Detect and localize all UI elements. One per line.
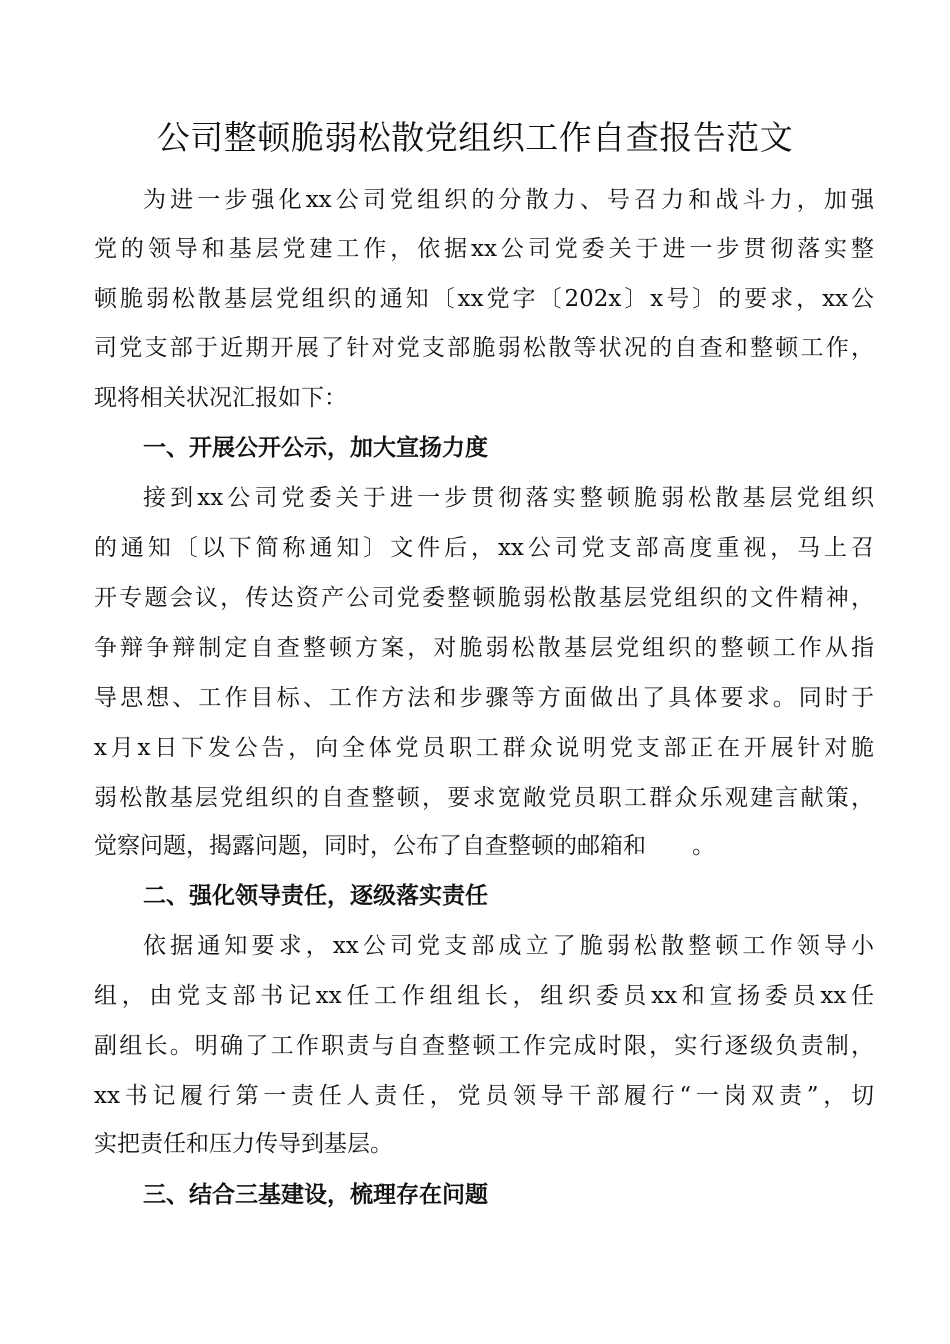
section-2-line-2: 组，由党支部书记xx任工作组组长，组织委员xx和宣扬委员xx任 — [94, 983, 874, 1009]
section-2-line-3: 副组长。明确了工作职责与自查整顿工作完成时限，实行逐级负责制， — [94, 1033, 874, 1059]
section-3-heading: 三、结合三基建设，梳理存在问题 — [143, 1182, 488, 1208]
section-1-heading: 一、开展公开公示，加大宣扬力度 — [143, 435, 488, 461]
section-1-line-2: 的通知〔以下简称通知〕文件后，xx公司党支部高度重视，马上召 — [94, 535, 874, 561]
intro-line-5: 现将相关状况汇报如下： — [94, 385, 347, 411]
section-1-line-3: 开专题会议，传达资产公司党委整顿脆弱松散基层党组织的文件精神， — [94, 585, 874, 611]
section-2-line-1: 依据通知要求，xx公司党支部成立了脆弱松散整顿工作领导小 — [143, 933, 874, 959]
section-1-line-1: 接到xx公司党委关于进一步贯彻落实整顿脆弱松散基层党组织 — [143, 485, 874, 511]
section-2-heading: 二、强化领导责任，逐级落实责任 — [143, 883, 488, 909]
section-1-line-6: x月x日下发公告，向全体党员职工群众说明党支部正在开展针对脆 — [94, 735, 874, 761]
section-1-line-4: 争辩争辩制定自查整顿方案，对脆弱松散基层党组织的整顿工作从指 — [94, 635, 874, 661]
intro-line-2: 党的领导和基层党建工作，依据xx公司党委关于进一步贯彻落实整 — [94, 236, 874, 262]
section-2-line-5: 实把责任和压力传导到基层。 — [94, 1131, 393, 1157]
document-title: 公司整顿脆弱松散党组织工作自查报告范文 — [156, 118, 794, 157]
section-1-line-7: 弱松散基层党组织的自查整顿，要求宽敞党员职工群众乐观建言献策， — [94, 785, 874, 811]
intro-line-4: 司党支部于近期开展了针对党支部脆弱松散等状况的自查和整顿工作， — [94, 335, 874, 361]
section-2-line-4: xx书记履行第一责任人责任，党员领导干部履行“一岗双责”，切 — [94, 1083, 874, 1109]
section-1-line-8: 觉察问题，揭露问题，同时，公布了自查整顿的邮箱和 。 — [94, 833, 715, 859]
section-1-line-5: 导思想、工作目标、工作方法和步骤等方面做出了具体要求。同时于 — [94, 685, 874, 711]
intro-line-1: 为进一步强化xx公司党组织的分散力、号召力和战斗力，加强 — [143, 187, 874, 213]
intro-line-3: 顿脆弱松散基层党组织的通知〔xx党字〔202x〕x号〕的要求，xx公 — [94, 286, 874, 312]
